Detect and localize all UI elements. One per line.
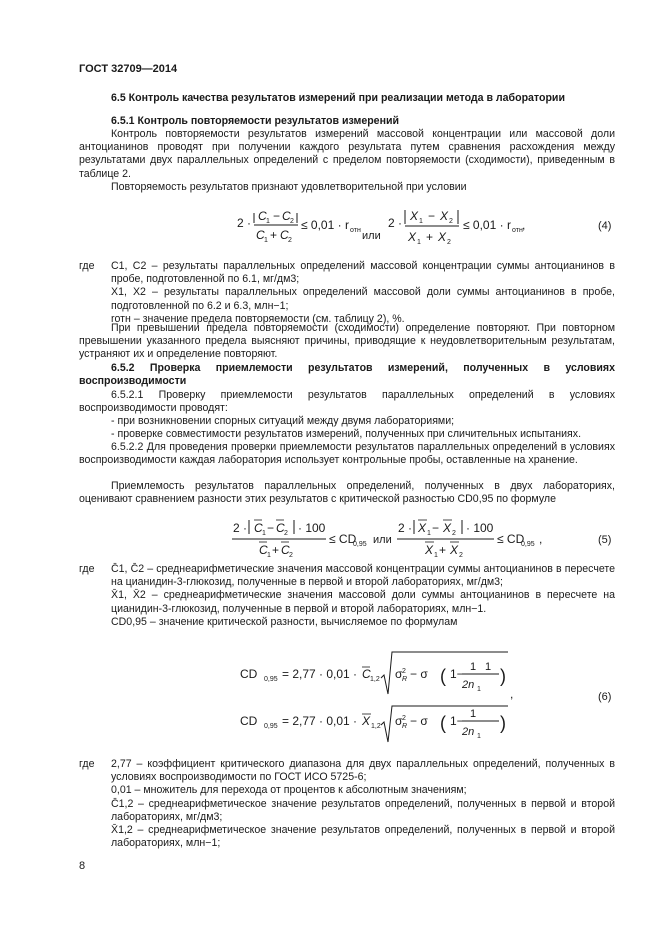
svg-text:σ: σ	[395, 667, 403, 681]
svg-text:2: 2	[284, 530, 288, 537]
paragraph: Контроль повторяемости результатов измерений массовой концентрации или массовой доли антоцианинов проводят при получении каждого результата путем сравнения расхождения между результатами двух параллельных определений с пределом повторяемости (сходимости), приведенным в таблице 2.	[79, 128, 615, 180]
svg-text:или: или	[373, 534, 392, 546]
svg-text:2: 2	[459, 552, 463, 559]
paragraph: 6.5.2.1 Проверку приемлемости результатов параллельных определений в условиях воспроизводимости проводят:	[79, 389, 615, 415]
svg-text:2: 2	[402, 668, 406, 675]
svg-text:X: X	[410, 209, 419, 223]
svg-text:2: 2	[447, 239, 451, 246]
svg-text:): )	[500, 666, 506, 686]
paragraph: Повторяемость результатов признают удовлетворительной при условии	[111, 181, 467, 193]
svg-text:2 ·: 2 ·	[233, 521, 248, 535]
svg-text:+: +	[272, 543, 280, 557]
definition: C̄1,2 – среднеарифметическое значение результатов определений, полученных в первой и второй лабораториях, мг/дм3;	[111, 797, 615, 823]
svg-text:1,2: 1,2	[370, 676, 380, 683]
svg-text:1: 1	[470, 661, 477, 673]
svg-text:2: 2	[290, 218, 294, 225]
svg-text:1: 1	[267, 552, 271, 559]
svg-text:0,95: 0,95	[264, 723, 278, 730]
svg-text:C: C	[280, 228, 289, 242]
svg-text:,: ,	[539, 532, 543, 546]
svg-text:= 2,77 · 0,01 ·: = 2,77 · 0,01 ·	[282, 667, 358, 681]
svg-text:+: +	[426, 230, 434, 244]
svg-text:CD: CD	[240, 714, 258, 728]
paragraph: 6.5.2.2 Для проведения проверки приемлемости результатов параллельных определений в условиях воспроизводимости каждая лаборатория использует контрольные пробы, оставленные на хранение.	[79, 441, 615, 467]
svg-text:σ: σ	[395, 714, 403, 728]
section-6-5-title: 6.5 Контроль качества результатов измерений при реализации метода в лаборатории	[111, 92, 565, 104]
eq-or: или	[362, 230, 381, 242]
svg-text:≤ 0,01 · r: ≤ 0,01 · r	[463, 218, 511, 232]
svg-text:2: 2	[402, 715, 406, 722]
svg-text:≤ 0,01 · r: ≤ 0,01 · r	[301, 218, 349, 232]
definition: 0,01 – множитель для перехода от процентов к абсолютным значениям;	[111, 784, 467, 797]
eq-coef: 2 ·	[237, 216, 252, 230]
svg-text:2 ·: 2 ·	[388, 216, 403, 230]
svg-text:1−: 1−	[450, 714, 464, 728]
svg-text:1: 1	[419, 218, 423, 225]
svg-text:2: 2	[289, 552, 293, 559]
equation-6	[0, 648, 661, 748]
svg-text:(: (	[440, 666, 446, 686]
where-label: где	[79, 563, 95, 575]
svg-text:− σ: − σ	[410, 667, 428, 681]
svg-text:X: X	[418, 521, 427, 535]
definition: 2,77 – коэффициент критического диапазона для двух параллельных определений, полученных в условиях воспроизводимости по ГОСТ ИСО 5725-6;	[111, 758, 615, 784]
svg-text:− σ: − σ	[410, 714, 428, 728]
svg-text:1: 1	[477, 686, 481, 693]
definition: C1, C2 – результаты параллельных определений массовой концентрации суммы антоцианинов в пробе, подготовленной по 6.1, мг/дм3;	[111, 260, 615, 286]
svg-text:1: 1	[264, 237, 268, 244]
equation-4	[0, 195, 661, 255]
definition: CD0,95 – значение критической разности, вычисляемое по формулам	[111, 615, 458, 628]
svg-text:1: 1	[470, 708, 477, 720]
bullet-item: - при возникновении спорных ситуаций между двумя лабораториями;	[111, 415, 455, 427]
svg-text:= 2,77 · 0,01 ·: = 2,77 · 0,01 ·	[282, 714, 358, 728]
document-header: ГОСТ 32709—2014	[79, 63, 178, 75]
svg-text:C: C	[258, 209, 267, 223]
svg-text:C: C	[281, 543, 290, 557]
svg-text:,: ,	[522, 218, 526, 232]
svg-text:1−: 1−	[450, 667, 464, 681]
svg-text:X: X	[450, 543, 459, 557]
svg-text:· 100: · 100	[466, 521, 494, 535]
svg-text:≤ CD: ≤ CD	[497, 532, 525, 546]
equation-5	[0, 508, 661, 564]
svg-text:−: −	[428, 209, 436, 223]
svg-text:2: 2	[288, 237, 292, 244]
svg-text:−: −	[267, 521, 275, 535]
svg-text:2n: 2n	[462, 726, 475, 738]
svg-text:C: C	[256, 228, 265, 242]
svg-text:X: X	[425, 543, 434, 557]
svg-text:1: 1	[477, 733, 481, 740]
svg-text:C: C	[254, 521, 263, 535]
svg-text:2n: 2n	[462, 679, 475, 691]
paragraph: При превышении предела повторяемости (сходимости) определение повторяют. При повторном превышении указанного предела выясняют причины, приводящие к неудовлетворительным результатам, устраняют их и определение повторяют.	[79, 322, 615, 361]
definition: rотн – значение предела повторяемости (см. таблицу 2), %.	[111, 312, 405, 325]
svg-text:CD: CD	[240, 667, 258, 681]
svg-text:1,2: 1,2	[371, 723, 381, 730]
svg-text:+: +	[439, 543, 447, 557]
svg-text:0,95: 0,95	[353, 541, 367, 548]
svg-text:−: −	[432, 521, 440, 535]
svg-text:X: X	[443, 521, 452, 535]
definition: C̄1, C̄2 – среднеарифметические значения массовой концентрации суммы антоцианинов в пересчете на цианидин-3-глюкозид, полученные в первой и второй лабораториях, мг/дм3;	[111, 563, 615, 589]
svg-text:≤ CD: ≤ CD	[329, 532, 357, 546]
where-label: где	[79, 758, 95, 770]
svg-text:+: +	[270, 228, 278, 242]
svg-text:0,95: 0,95	[264, 676, 278, 683]
svg-text:1: 1	[427, 530, 431, 537]
svg-text:· 100: · 100	[298, 521, 326, 535]
svg-text:R: R	[402, 723, 408, 730]
definition: X̄1, X̄2 – среднеарифметические значения массовой доли суммы антоцианинов в пересчете на цианидин-3-глюкозид, полученные в первой и второй лабораториях, млн−1.	[111, 589, 615, 615]
page-number: 8	[79, 860, 86, 872]
svg-text:1: 1	[485, 661, 492, 673]
section-6-5-1-title: 6.5.1 Контроль повторяемости результатов измерений	[111, 115, 399, 127]
svg-text:C: C	[282, 209, 291, 223]
svg-text:2: 2	[449, 218, 453, 225]
equation-number: (5)	[598, 534, 612, 546]
svg-text:1: 1	[262, 530, 266, 537]
svg-text:отн: отн	[350, 227, 361, 234]
svg-text:C: C	[259, 543, 268, 557]
svg-text:−: −	[273, 209, 281, 223]
svg-text:отн: отн	[512, 227, 523, 234]
paragraph: Приемлемость результатов параллельных определений, полученных в двух лабораториях, оценивают сравнением разности этих результатов с критической разностью CD0,95 по формуле	[79, 480, 615, 506]
svg-text:X: X	[440, 209, 449, 223]
svg-text:X: X	[362, 714, 371, 728]
definitions	[111, 758, 615, 850]
definition: X̄1,2 – среднеарифметическое значение результатов определений, полученных в первой и второй лабораториях, млн−1;	[111, 824, 615, 850]
svg-text:1: 1	[434, 552, 438, 559]
svg-text:X: X	[438, 230, 447, 244]
svg-text:0,95: 0,95	[521, 541, 535, 548]
equation-number: (4)	[598, 220, 612, 232]
equation-number: (6)	[598, 691, 612, 703]
svg-text:R: R	[402, 676, 408, 683]
svg-text:C: C	[362, 667, 371, 681]
svg-text:1: 1	[266, 218, 270, 225]
section-6-5-2-title: 6.5.2 Проверка приемлемости результатов измерений, полученных в условиях воспроизводимости	[79, 362, 615, 388]
definition: X1, X2 – результаты параллельных определений массовой доли суммы антоцианинов в пробе, подготовленной по 6.2 и 6.3, млн−1;	[111, 286, 615, 312]
svg-text:C: C	[276, 521, 285, 535]
svg-text:): )	[500, 713, 506, 733]
definitions	[111, 260, 615, 326]
svg-text:2: 2	[452, 530, 456, 537]
svg-text:X: X	[408, 230, 417, 244]
definitions	[111, 563, 615, 629]
svg-text:(: (	[440, 713, 446, 733]
where-label: где	[79, 260, 95, 272]
svg-text:,: ,	[510, 687, 514, 701]
bullet-item: - проверке совместимости результатов измерений, полученных при сличительных испытаниях.	[111, 428, 582, 440]
svg-text:2 ·: 2 ·	[398, 521, 413, 535]
svg-text:1: 1	[417, 239, 421, 246]
